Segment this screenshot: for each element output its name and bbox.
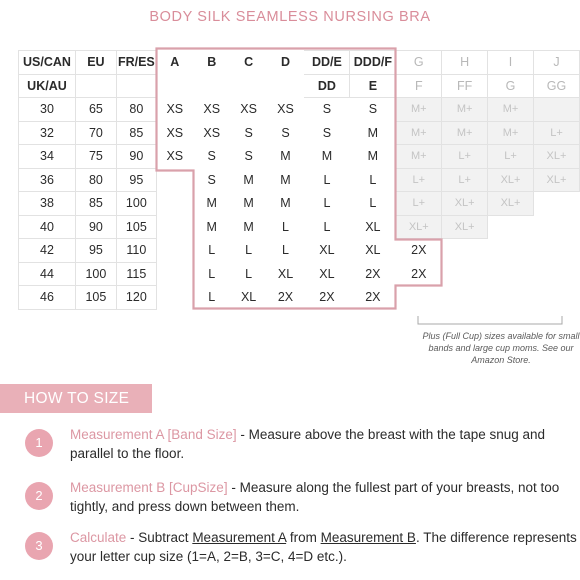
size-cell: M [243, 196, 254, 211]
step-3-measurement-b: Measurement B [320, 530, 416, 545]
size-cell: M+ [396, 145, 442, 169]
step-2-title: Measurement B [CupSize] [70, 480, 228, 495]
size-cell: L [369, 172, 377, 187]
size-cell: L [323, 172, 331, 187]
step-number-1: 1 [25, 429, 53, 457]
table-row [19, 145, 580, 169]
size-cell: 2X [365, 290, 381, 305]
size-cell: M [321, 149, 333, 164]
table-row [19, 168, 580, 192]
size-cell [156, 215, 193, 239]
step-number-3: 3 [25, 532, 53, 560]
size-cell: XL+ [396, 215, 442, 239]
header-cell: G [488, 74, 534, 98]
step-1-description: - Measure above the breast with the tape snug and parallel to the floor. [70, 427, 546, 461]
size-cell: M [280, 149, 291, 164]
size-cell: XL+ [488, 192, 534, 216]
band-size-cell: 36 [19, 168, 76, 192]
step-2-description: - Measure along the fullest part of your breasts, not too tightly, and press down between them. [70, 480, 560, 514]
size-cell [156, 239, 193, 263]
header-cell: US/CAN [19, 51, 76, 75]
size-cell: M [367, 149, 379, 164]
table-row [19, 262, 580, 286]
size-cell [156, 192, 193, 216]
header-cell: D [281, 55, 291, 70]
band-size-cell: 44 [19, 262, 76, 286]
size-cell: L+ [396, 168, 442, 192]
size-cell: S [368, 102, 378, 117]
band-size-cell: 40 [19, 215, 76, 239]
table-header-row [19, 74, 580, 98]
size-cell [533, 262, 579, 286]
size-cell [488, 286, 534, 310]
step-3-title: Calculate [70, 530, 127, 545]
band-size-cell: 42 [19, 239, 76, 263]
size-cell: XL [365, 219, 381, 234]
band-size-cell: 65 [75, 98, 116, 122]
size-cell [156, 286, 193, 310]
band-size-cell: 80 [75, 168, 116, 192]
size-cell: XL+ [533, 145, 579, 169]
header-cell: A [170, 55, 180, 70]
size-cell: L [208, 243, 216, 258]
band-size-cell: 85 [75, 192, 116, 216]
header-cell [193, 74, 230, 98]
size-cell [533, 239, 579, 263]
table-header-row [19, 51, 580, 75]
band-size-cell: 90 [75, 215, 116, 239]
size-cell: L+ [488, 145, 534, 169]
size-cell [533, 286, 579, 310]
size-cell [488, 262, 534, 286]
header-cell: G [396, 51, 442, 75]
table-row [19, 121, 580, 145]
table-row [19, 286, 580, 310]
size-cell: XS [166, 102, 184, 117]
size-cell: M [206, 219, 217, 234]
size-cell: M [280, 172, 291, 187]
band-size-cell: 30 [19, 98, 76, 122]
size-cell: S [322, 125, 332, 140]
size-cell: M+ [396, 98, 442, 122]
size-cell: M+ [396, 121, 442, 145]
size-chart-table [18, 50, 580, 310]
table-row [19, 215, 580, 239]
size-cell: XL+ [442, 192, 488, 216]
size-cell: M [367, 125, 379, 140]
size-cell: M [243, 172, 254, 187]
size-cell: 2X [411, 266, 427, 281]
header-cell: FF [442, 74, 488, 98]
band-size-cell: 32 [19, 121, 76, 145]
header-cell: DD [304, 74, 350, 98]
how-to-size-heading: HOW TO SIZE [0, 384, 152, 413]
size-cell: XL [365, 243, 381, 258]
size-cell [156, 262, 193, 286]
size-cell: S [244, 125, 253, 140]
size-cell [442, 239, 488, 263]
step-3-text [70, 528, 580, 566]
size-cell: XL [319, 266, 335, 281]
size-cell: S [322, 102, 332, 117]
band-size-cell: 34 [19, 145, 76, 169]
size-cell: L [245, 266, 253, 281]
band-size-cell: 80 [116, 98, 156, 122]
size-cell: M+ [488, 121, 534, 145]
header-cell: EU [75, 51, 116, 75]
size-cell: 2X [365, 266, 381, 281]
band-size-cell: 110 [116, 239, 156, 263]
size-cell [533, 192, 579, 216]
header-cell: UK/AU [19, 74, 76, 98]
size-cell: S [244, 149, 253, 164]
size-cell [533, 215, 579, 239]
band-size-cell: 75 [75, 145, 116, 169]
step-3-pre: - Subtract [126, 530, 193, 545]
size-cell: XS [166, 149, 184, 164]
table-row [19, 239, 580, 263]
band-size-cell: 85 [116, 121, 156, 145]
header-cell: FR/ES [116, 51, 156, 75]
header-cell: J [533, 51, 579, 75]
size-cell: L [208, 290, 216, 305]
size-cell [156, 168, 193, 192]
header-cell: H [442, 51, 488, 75]
band-size-cell: 38 [19, 192, 76, 216]
header-cell: DD/E [304, 51, 350, 75]
size-cell [488, 239, 534, 263]
plus-sizes-note: Plus (Full Cup) sizes available for small bands and large cup moms. See our Amazon Store. [422, 331, 580, 365]
size-cell: S [281, 125, 290, 140]
band-size-cell: 46 [19, 286, 76, 310]
size-cell: L [282, 219, 289, 234]
step-3-mid: from [286, 530, 321, 545]
size-cell [533, 98, 579, 122]
size-cell [396, 286, 442, 310]
size-cell: M+ [442, 98, 488, 122]
step-1-text [70, 425, 580, 463]
header-cell: E [350, 74, 396, 98]
size-cell: L [282, 243, 289, 258]
size-cell: XL+ [442, 215, 488, 239]
size-cell: M [243, 219, 254, 234]
step-3-description: . The difference represents your letter cup size (1=A, 2=B, 3=C, 4=D etc.). [70, 530, 577, 564]
size-cell: XS [240, 102, 257, 117]
size-cell: 2X [319, 290, 335, 305]
header-cell: C [244, 55, 254, 70]
header-cell [116, 74, 156, 98]
size-cell: XL [277, 266, 294, 281]
header-cell: I [488, 51, 534, 75]
size-cell: M+ [442, 121, 488, 145]
size-cell: XS [203, 102, 221, 117]
table-row [19, 192, 580, 216]
size-cell: 2X [277, 290, 294, 305]
size-cell: L [245, 243, 253, 258]
size-cell: L [323, 219, 331, 234]
header-cell [230, 74, 267, 98]
step-2-text [70, 478, 580, 516]
size-cell: L [323, 196, 331, 211]
size-cell [442, 262, 488, 286]
size-cell: L+ [533, 121, 579, 145]
size-cell [488, 215, 534, 239]
table-row [19, 98, 580, 122]
size-cell: 2X [411, 243, 427, 258]
header-cell [267, 74, 304, 98]
size-cell: XS [166, 125, 184, 140]
header-cell: F [396, 74, 442, 98]
size-cell: L+ [442, 168, 488, 192]
size-cell: L [369, 196, 377, 211]
size-cell: XL+ [533, 168, 579, 192]
header-cell [156, 74, 193, 98]
band-size-cell: 100 [116, 192, 156, 216]
size-cell: XL+ [488, 168, 534, 192]
band-size-cell: 105 [75, 286, 116, 310]
size-cell [442, 286, 488, 310]
size-cell: XS [277, 102, 294, 117]
band-size-cell: 70 [75, 121, 116, 145]
size-cell: M+ [488, 98, 534, 122]
size-cell: S [207, 172, 216, 187]
step-3-measurement-a: Measurement A [192, 530, 287, 545]
band-size-cell: 120 [116, 286, 156, 310]
step-number-2: 2 [25, 482, 53, 510]
band-size-cell: 100 [75, 262, 116, 286]
header-cell: DDD/F [350, 51, 396, 75]
band-size-cell: 105 [116, 215, 156, 239]
size-cell: L+ [396, 192, 442, 216]
step-1-title: Measurement A [Band Size] [70, 427, 237, 442]
size-cell: XL [240, 290, 257, 305]
size-cell: XL [319, 243, 335, 258]
band-size-cell: 115 [116, 262, 156, 286]
header-cell: B [207, 55, 217, 70]
header-cell [75, 74, 116, 98]
header-cell: GG [533, 74, 579, 98]
chart-title: BODY SILK SEAMLESS NURSING BRA [149, 9, 431, 25]
band-size-cell: 90 [116, 145, 156, 169]
band-size-cell: 95 [116, 168, 156, 192]
size-cell: L [208, 266, 216, 281]
size-cell: S [207, 149, 216, 164]
size-cell: L+ [442, 145, 488, 169]
size-cell: M [280, 196, 291, 211]
size-cell: M [206, 196, 217, 211]
band-size-cell: 95 [75, 239, 116, 263]
size-cell: XS [203, 125, 221, 140]
